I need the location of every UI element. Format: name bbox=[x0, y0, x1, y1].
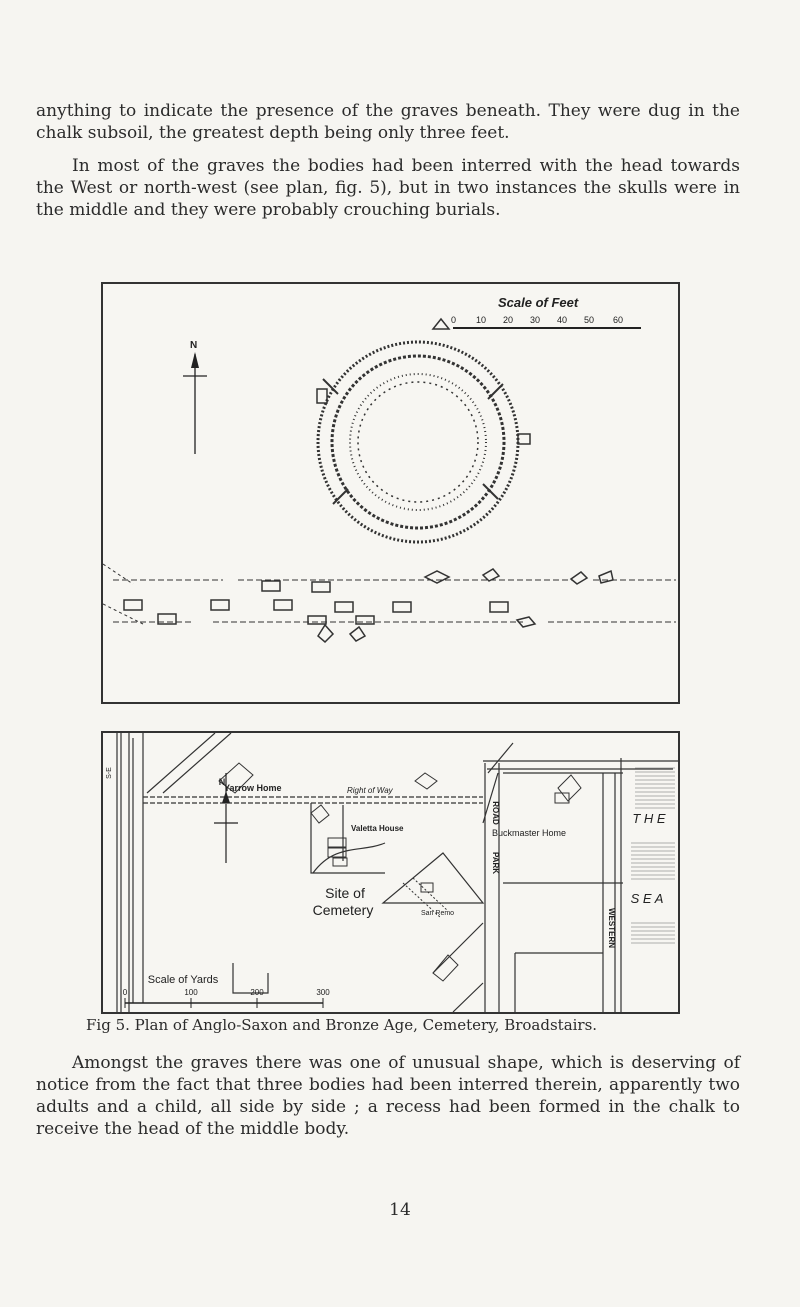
figure-caption: Fig 5. Plan of Anglo-Saxon and Bronze Age, Cemetery, Broadstairs. bbox=[86, 1016, 598, 1034]
feet-scale-tick: 50 bbox=[584, 315, 595, 325]
grave-pits bbox=[103, 564, 676, 642]
label-valetta-house: Valetta House bbox=[351, 824, 404, 833]
feet-scale-title: Scale of Feet bbox=[498, 295, 579, 310]
ring-ditch bbox=[317, 319, 530, 542]
label-north: N bbox=[218, 777, 226, 787]
paragraph-1: anything to indicate the presence of the graves beneath. They were dug in the chalk subsoil, the greatest depth being only three feet. bbox=[36, 101, 740, 143]
label-park: PARK bbox=[491, 851, 500, 875]
label-side-left: S-E bbox=[106, 767, 113, 779]
buildings bbox=[219, 763, 581, 981]
page-number: 14 bbox=[389, 1200, 411, 1220]
site-plan-lines bbox=[117, 733, 678, 1012]
north-letter: N bbox=[190, 340, 198, 351]
scale-tick: 200 bbox=[250, 988, 264, 997]
sea-hatching bbox=[631, 768, 675, 943]
scale-bar bbox=[125, 998, 323, 1008]
figure-ring-ditch-plan bbox=[101, 282, 680, 704]
north-arrow bbox=[183, 340, 207, 454]
scale-tick: 300 bbox=[316, 988, 330, 997]
scale-tick: 100 bbox=[184, 988, 198, 997]
scale-title: Scale of Yards bbox=[147, 974, 219, 986]
paragraph-2: In most of the graves the bodies had been interred with the head towards the West or north-west (see plan, fig. 5), but in two instances the skulls were in the middle and they were probably crouching burials. bbox=[36, 156, 740, 220]
feet-scale-tick: 40 bbox=[557, 315, 568, 325]
label-buckmaster-home: Buckmaster Home bbox=[491, 828, 567, 838]
feet-scale bbox=[451, 295, 641, 328]
label-western: WESTERN bbox=[607, 908, 616, 948]
label-sea: S E A bbox=[630, 891, 664, 906]
label-the: T H E bbox=[632, 811, 666, 826]
ring-ditch-drawing bbox=[103, 284, 678, 702]
figure-site-location-plan bbox=[101, 731, 680, 1014]
feet-scale-tick: 30 bbox=[530, 315, 541, 325]
site-plan-drawing bbox=[103, 733, 678, 1012]
label-site-of: Site of bbox=[325, 885, 365, 901]
label-yarrow-home: Yarrow Home bbox=[224, 783, 282, 793]
feet-scale-tick: 20 bbox=[503, 315, 514, 325]
feet-scale-tick: 0 bbox=[451, 315, 457, 325]
label-san-remo: San Remo bbox=[421, 910, 455, 917]
feet-scale-tick: 10 bbox=[476, 315, 487, 325]
label-road: ROAD bbox=[491, 801, 500, 825]
label-cemetery: Cemetery bbox=[312, 902, 374, 918]
label-right-of-way: Right of Way bbox=[347, 786, 393, 795]
paragraph-3: Amongst the graves there was one of unusual shape, which is deserving of notice from the fact that three bodies had been interred therein, apparently two adults and a child, all side by side ; a recess had been formed in the chalk to receive the head of the middle body. bbox=[36, 1053, 740, 1139]
feet-scale-tick: 60 bbox=[613, 315, 624, 325]
scale-tick: 0 bbox=[122, 988, 128, 997]
